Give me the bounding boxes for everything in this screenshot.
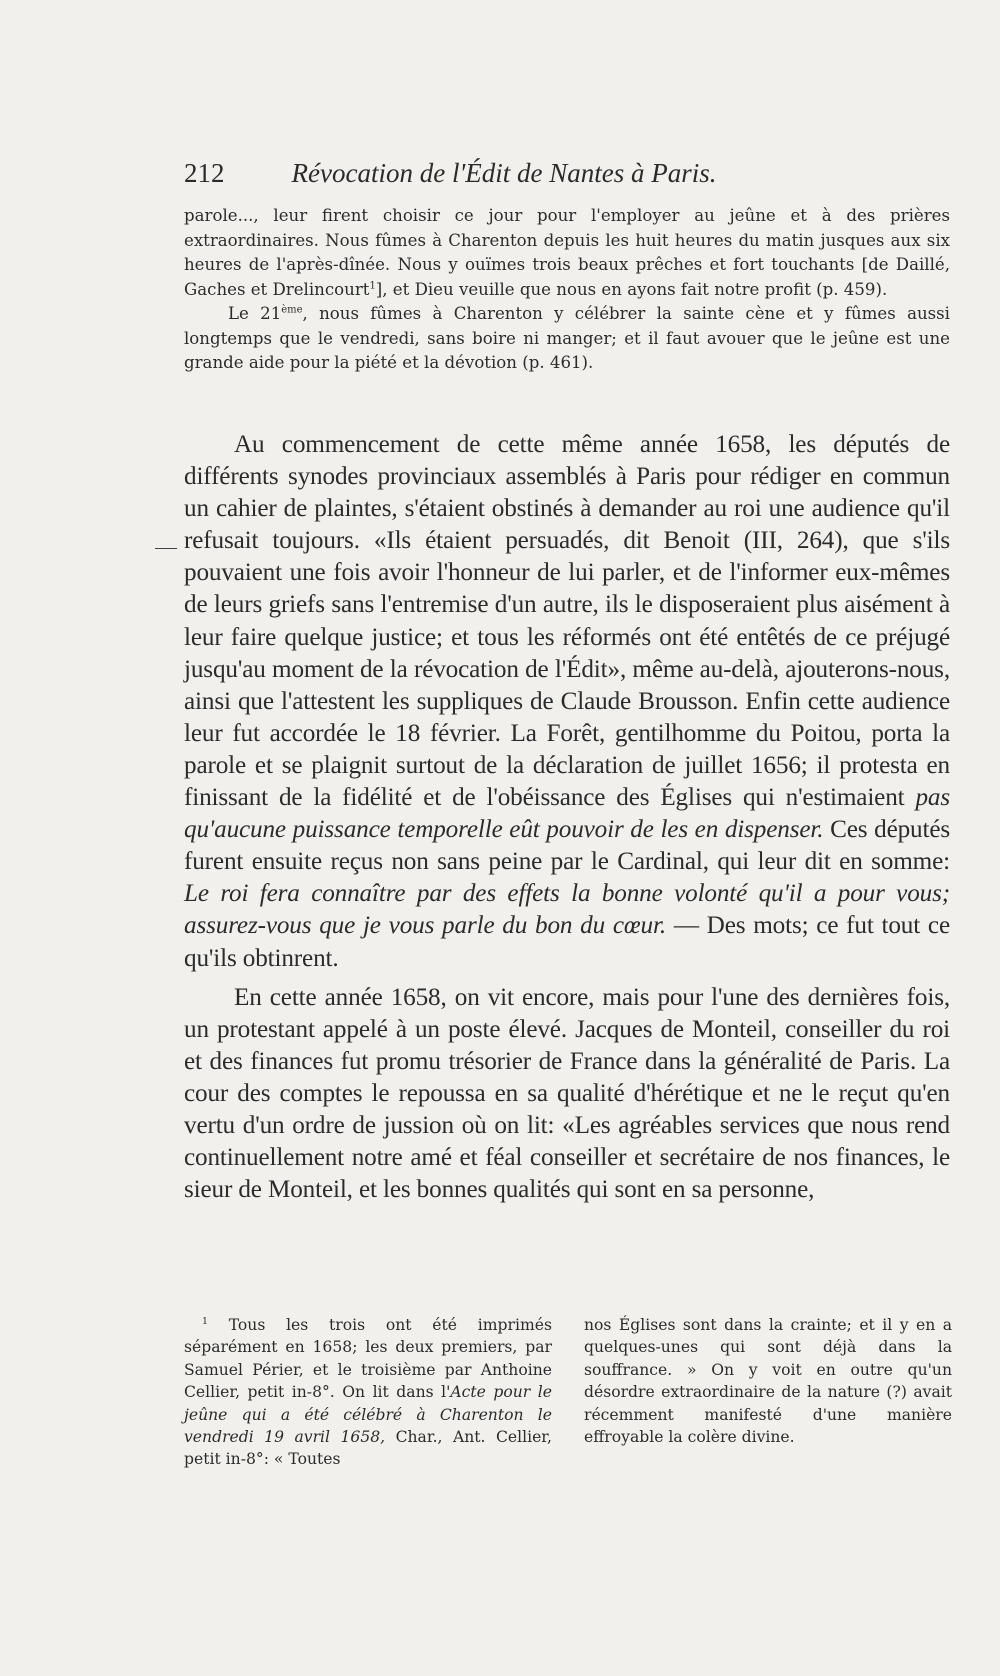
quote-text-rest: , nous fûmes à Charenton y célébrer la sainte cène et y fûmes aussi longtemps que le vendredi, sans boire ni manger; et il faut avouer que le jeûne est une grande aide pour la piété et la dévotion (p. 461). xyxy=(184,304,950,372)
body-text: Au commencement de cette même année 1658, les députés de différents synodes provinciaux assemblés à Paris pour rédiger en commun un cahier de plaintes, s'étaient obstinés à demander au roi une audience qu'il refusait toujours. «Ils étaient persuadés, dit Benoit (III, 264), que s'ils pouvaient une fois avoir l'honneur de lui parler, et de l'informer eux-mêmes de leurs griefs sans l'entremise d'un autre, ils le disposeraient plus aisément à leur faire quelque justice; et tous les réformés ont été entêtés de ce préjugé jusqu'au moment de la révocation de l'Édit», même au-delà, ajouterons-nous, ainsi que l'attestent les suppliques de Claude Brousson. Enfin cette audience leur fut accordée le 18 février. La Forêt, gentilhomme du Poitou, porta la parole et se plaignit surtout de la déclaration de juillet 1656; il protesta en finissant de la fidélité et de l'obéissance des Églises qui n'estimaient xyxy=(184,431,950,812)
footnote-text: Char., Ant. Cellier, petit in-8°: « Toutes xyxy=(184,1428,553,1469)
margin-mark xyxy=(155,548,177,549)
footnote-1 xyxy=(184,1314,552,1471)
body-paragraph-2: En cette année 1658, on vit encore, mais pour l'une des dernières fois, un protestant appelé à un poste élevé. Jacques de Monteil, conseiller du roi et des finances fut promu trésorier de France dans la généralité de Paris. La cour des comptes le repoussa en sa qualité d'hérétique et ne le reçut qu'en vertu d'un ordre de jussion où on lit: «Les agréables services que nous rend continuellement notre amé et féal conseiller et secrétaire de nos finances, le sieur de Monteil, et les bonnes qualités qui sont en sa personne, xyxy=(184,983,950,1204)
footnote-column-left xyxy=(184,1314,552,1471)
ordinal-superscript: ème xyxy=(281,304,303,316)
footnote-continuation: nos Églises sont dans la crainte; et il y en a quelques-unes qui sont déjà dans la souffrance. » On y voit en outre qu'un désordre extraordinaire de la nature (?) avait récemment manifesté d'une manière effroyable la colère divine. xyxy=(584,1316,952,1447)
quote-text-end: ], et Dieu veuille que nous en ayons fait notre profit (p. 459). xyxy=(375,279,888,299)
main-text xyxy=(184,429,950,1206)
footnote-italic: Acte pour le jeûne qui a été célébré à Charenton le vendredi 19 avril 1658, xyxy=(184,1383,552,1447)
italic-quote: pas qu'aucune puissance temporelle eût pouvoir de les en dispenser. xyxy=(184,784,950,844)
footnote-number: 1 xyxy=(202,1315,208,1327)
page-header xyxy=(184,158,804,194)
footnote-column-right xyxy=(584,1314,952,1471)
quote-paragraph-1 xyxy=(184,204,950,302)
page-number: 212 xyxy=(184,158,225,188)
quote-text: parole..., leur firent choisir ce jour pour l'employer au jeûne et à des prières extraordinaires. Nous fûmes à Charenton depuis les huit heures du matin jusques aux six heures de l'après-dînée. Nous y ouïmes trois beaux prêches et fort touchants [de Daillé, Gaches et Drelincourt xyxy=(184,206,950,299)
quote-paragraph-2 xyxy=(184,302,950,376)
footnote-text: Tous les trois ont été imprimés séparément en 1658; les deux premiers, par Samuel Périer, et le troisième par Anthoine Cellier, petit in-8°. On lit dans l' xyxy=(184,1316,552,1402)
footnote-reference: 1 xyxy=(369,279,376,291)
running-title: Révocation de l'Édit de Nantes à Paris. xyxy=(291,158,717,188)
body-text: Ces députés furent ensuite reçus non sans peine par le Cardinal, qui leur dit en somme: xyxy=(184,816,951,876)
quote-text: Le 21 xyxy=(228,304,282,323)
italic-quote: Le roi fera connaître par des effets la bonne volonté qu'il a pour vous; assurez-vous que je vous parle du bon du cœur. xyxy=(184,880,950,940)
body-text: — Des mots; ce fut tout ce qu'ils obtinrent. xyxy=(184,912,950,972)
body-paragraph-1 xyxy=(184,429,950,975)
quoted-passage xyxy=(184,204,950,376)
footnotes xyxy=(184,1314,952,1471)
